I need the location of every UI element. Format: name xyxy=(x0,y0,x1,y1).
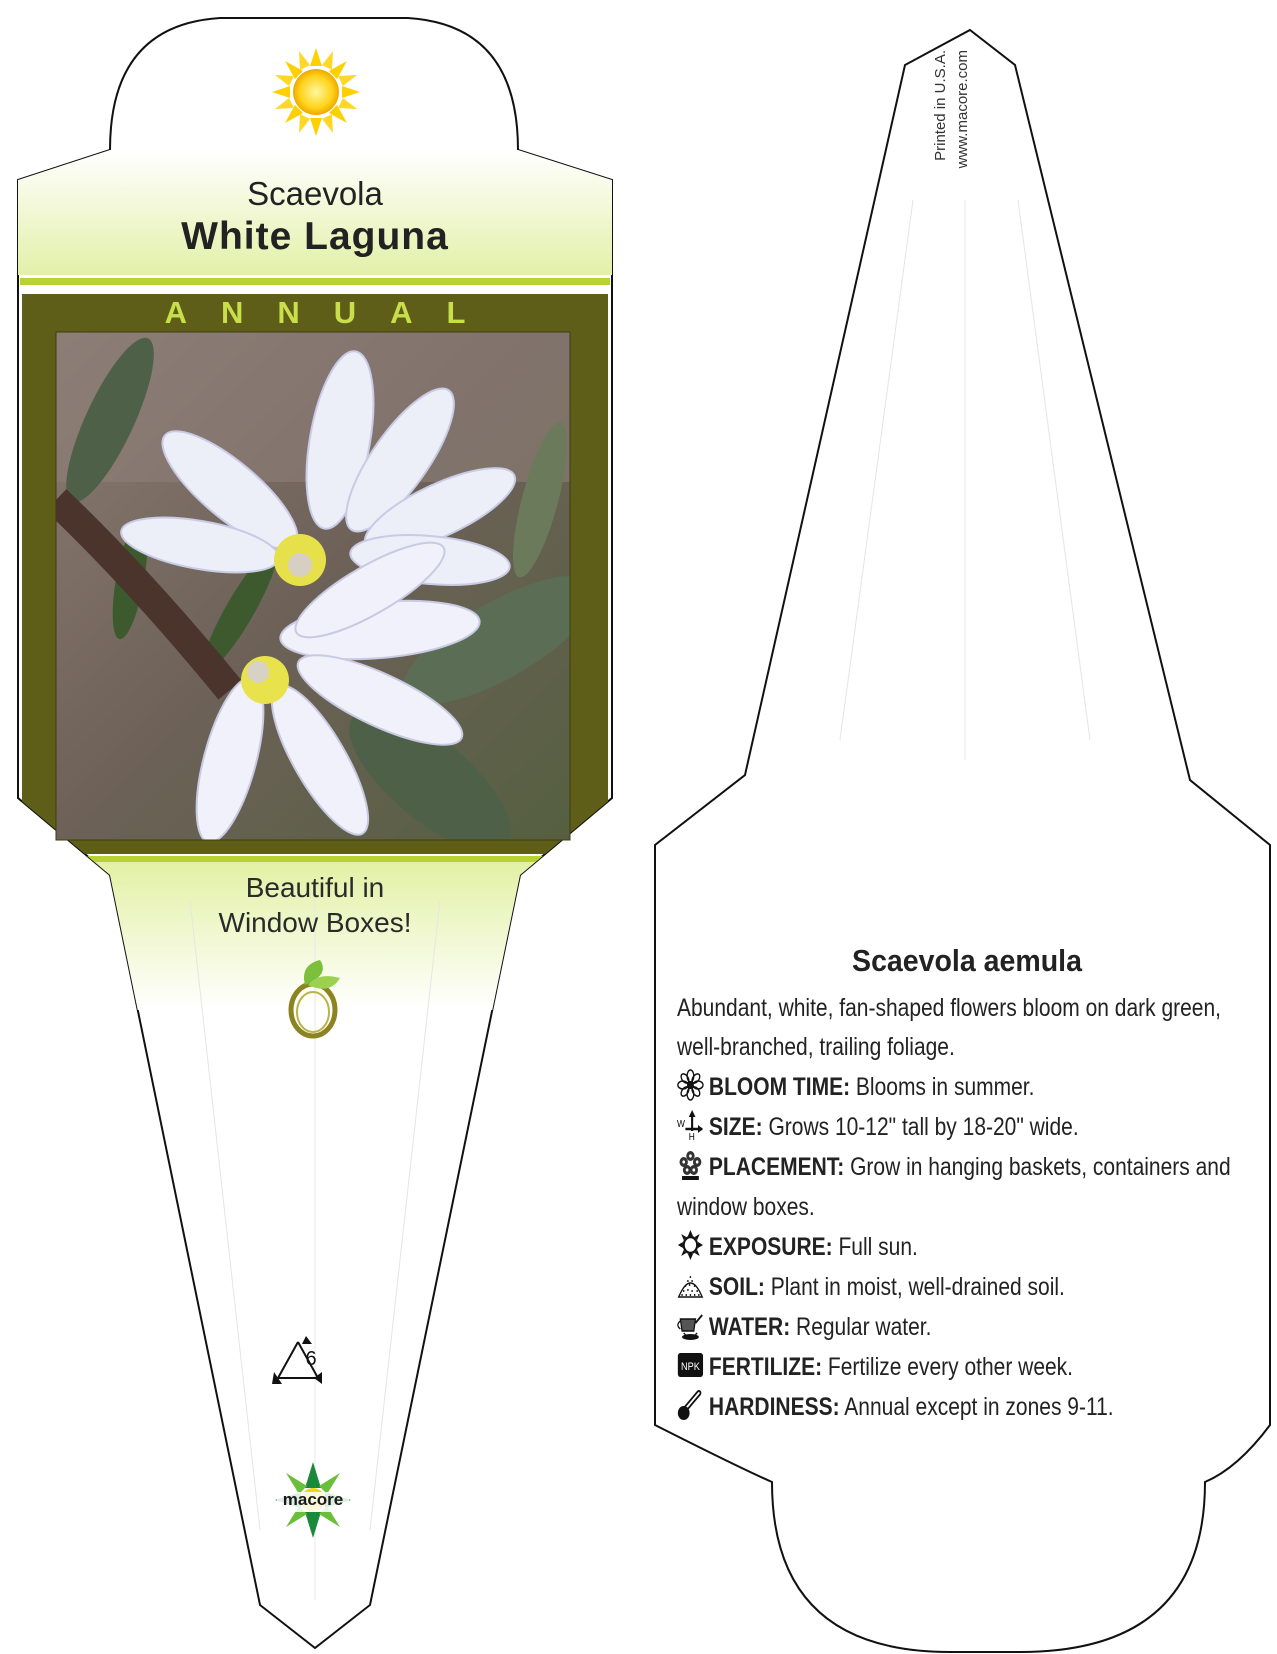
size-icon xyxy=(677,1109,704,1141)
bloom-time-text: Blooms in summer. xyxy=(855,1073,1035,1101)
tagline-line-1: Beautiful in xyxy=(245,872,385,903)
care-item-bloom-time xyxy=(677,1067,1265,1107)
exposure-text: Full sun. xyxy=(838,1233,918,1261)
npk-icon xyxy=(677,1349,704,1381)
hardiness-text: Annual except in zones 9-11. xyxy=(844,1393,1114,1421)
flower-photo xyxy=(50,328,614,875)
care-item-placement xyxy=(677,1147,1265,1227)
size-label: SIZE: xyxy=(708,1113,763,1141)
botanical-name: Scaevola aemula xyxy=(852,943,1082,978)
water-label: WATER: xyxy=(708,1313,791,1341)
placement-text: Grow in hanging baskets, containers and window boxes. xyxy=(677,1153,1231,1221)
fertilize-label: FERTILIZE: xyxy=(708,1353,823,1381)
sun-icon xyxy=(677,1229,704,1261)
printed-in: Printed in U.S.A. xyxy=(932,50,949,161)
placement-label: PLACEMENT: xyxy=(708,1153,845,1181)
tagline-line-2: Window Boxes! xyxy=(218,907,412,938)
bloom-time-label: BLOOM TIME: xyxy=(708,1073,851,1101)
tagline xyxy=(120,870,510,940)
plant-title xyxy=(20,175,610,260)
npk-icon-text: NPK xyxy=(680,1361,700,1374)
care-info xyxy=(677,943,1257,1427)
soil-label: SOIL: xyxy=(708,1273,765,1301)
exposure-label: EXPOSURE: xyxy=(708,1233,833,1261)
care-item-exposure xyxy=(677,1227,1265,1267)
print-info xyxy=(930,50,990,240)
sun-icon xyxy=(272,48,360,136)
care-item-soil xyxy=(677,1267,1265,1307)
size-icon-w: W xyxy=(677,1118,685,1130)
common-name: Scaevola xyxy=(247,175,383,212)
variety-name: White Laguna xyxy=(181,214,449,258)
soil-icon xyxy=(677,1269,704,1301)
care-item-hardiness xyxy=(677,1387,1265,1427)
thermometer-icon xyxy=(677,1389,704,1421)
care-item-size xyxy=(677,1107,1265,1147)
care-list xyxy=(677,1067,1257,1427)
watering-can-icon xyxy=(677,1309,704,1341)
care-item-fertilize xyxy=(677,1347,1265,1387)
front-tag xyxy=(0,18,640,1648)
macore-logo-text: macore xyxy=(282,1490,344,1509)
hardiness-label: HARDINESS: xyxy=(708,1393,840,1421)
category-label: ANNUAL xyxy=(164,295,500,330)
size-icon-h: H xyxy=(688,1131,695,1141)
placement-icon xyxy=(677,1149,704,1181)
flower-icon xyxy=(677,1069,704,1101)
recycle-badge xyxy=(285,1335,337,1387)
recycle-number: 6 xyxy=(305,1348,317,1370)
care-item-water xyxy=(677,1307,1265,1347)
size-text: Grows 10-12" tall by 18-20" wide. xyxy=(768,1113,1079,1141)
website: www.macore.com xyxy=(954,50,971,169)
water-text: Regular water. xyxy=(796,1313,932,1341)
plant-description: Abundant, white, fan-shaped flowers bloom on dark green, well-branched, trailing foliage. xyxy=(677,994,1222,1061)
soil-text: Plant in moist, well-drained soil. xyxy=(770,1273,1065,1301)
fertilize-text: Fertilize every other week. xyxy=(827,1353,1074,1381)
